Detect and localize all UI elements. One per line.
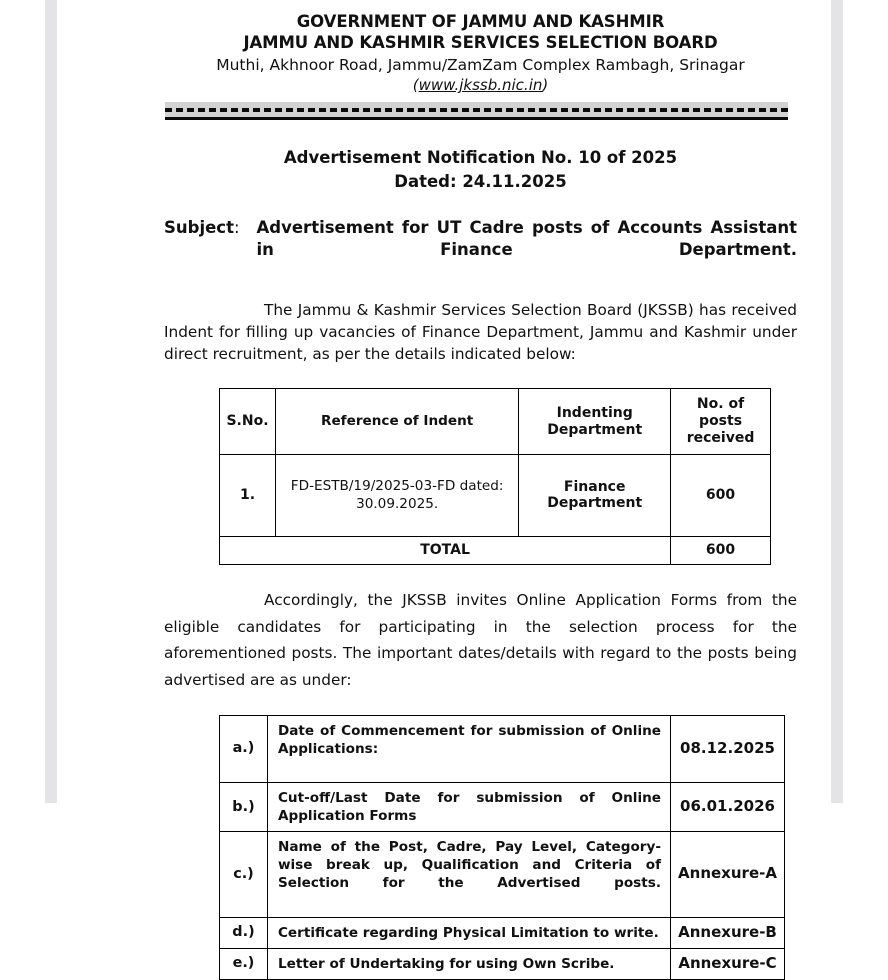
divider-solid-line [165, 117, 788, 120]
page-gutter-right [831, 0, 843, 803]
column-header-department-line2: Department [547, 421, 643, 438]
document-page [57, 0, 831, 972]
subject-label-group [164, 217, 240, 283]
total-label: TOTAL [220, 536, 671, 564]
dates-table [219, 715, 785, 980]
board-website-link[interactable]: www.jkssb.nic.in [418, 76, 543, 95]
cell-reference: FD-ESTB/19/2025-03-FD dated: 30.09.2025. [275, 454, 518, 536]
table-header-row [220, 389, 771, 454]
document-content [164, 0, 797, 980]
government-title: GOVERNMENT OF JAMMU AND KASHMIR [296, 12, 665, 31]
notification-date: Dated: 24.11.2025 [394, 172, 567, 192]
cell-key: c.) [220, 832, 268, 917]
cell-description [267, 832, 670, 917]
table-row [220, 454, 771, 536]
cell-description-text: Name of the Post, Cadre, Pay Level, Category-wise break up, Qualification and Criteria of Selection for the Advertised posts. [277, 839, 662, 892]
cell-value: 08.12.2025 [671, 715, 785, 782]
cell-description-text: Certificate regarding Physical Limitation to write. [277, 924, 659, 941]
indent-table-wrapper [164, 388, 797, 564]
cell-description [267, 715, 670, 782]
page-gutter-left [45, 0, 57, 803]
board-address: Muthi, Akhnoor Road, Jammu/ZamZam Complex Rambagh, Srinagar [216, 56, 745, 75]
accordingly-paragraph-text: Accordingly, the JKSSB invites Online Application Forms from the eligible candidates for participating in the selection process for the aforementioned posts. The important dates/details with regard to the posts being advertised are as under: [164, 590, 797, 690]
board-website-line [164, 75, 797, 96]
table-row [220, 948, 785, 979]
cell-description-text: Date of Commencement for submission of Online Applications: [277, 722, 662, 757]
board-title: JAMMU AND KASHMIR SERVICES SELECTION BOARD [243, 33, 718, 53]
column-header-department-line1: Indenting [556, 404, 633, 421]
table-row [220, 715, 785, 782]
table-total-row [220, 536, 771, 564]
cell-description [267, 917, 670, 948]
subject-label: Subject [164, 218, 234, 238]
cell-key: a.) [220, 715, 268, 782]
table-row [220, 783, 785, 832]
subject-text: Advertisement for UT Cadre posts of Accounts Assistant in Finance Department. [256, 218, 797, 260]
cell-sno: 1. [220, 454, 276, 536]
accordingly-paragraph [164, 565, 797, 694]
cell-description [267, 783, 670, 832]
intro-paragraph [164, 283, 797, 365]
column-header-department [519, 389, 671, 454]
cell-description [267, 948, 670, 979]
subject-block [164, 193, 797, 283]
table-row [220, 832, 785, 917]
column-header-reference: Reference of Indent [275, 389, 518, 454]
cell-department: Finance Department [519, 454, 671, 536]
divider-dashed-line [165, 108, 788, 112]
indent-table [219, 388, 771, 564]
cell-description-text: Cut-off/Last Date for submission of Online Application Forms [277, 790, 662, 825]
table-row [220, 917, 785, 948]
paren-open: ( [412, 76, 419, 95]
cell-value: Annexure-C [671, 948, 785, 979]
cell-key: b.) [220, 783, 268, 832]
total-value: 600 [671, 536, 771, 564]
column-header-posts-line1: No. of posts [696, 396, 745, 430]
cell-description-text: Letter of Undertaking for using Own Scribe. [277, 955, 615, 972]
letterhead [164, 0, 797, 96]
cell-key: d.) [220, 917, 268, 948]
cell-posts: 600 [671, 454, 771, 536]
dates-table-wrapper [164, 715, 797, 980]
column-header-posts [671, 389, 771, 454]
notification-number: Advertisement Notification No. 10 of 2025 [283, 147, 678, 167]
cell-value: Annexure-A [671, 832, 785, 917]
cell-value: Annexure-B [671, 917, 785, 948]
paren-close: ) [542, 76, 549, 95]
column-header-posts-line2: received [686, 429, 755, 446]
intro-paragraph-text: The Jammu & Kashmir Services Selection Board (JKSSB) has received Indent for filling up vacancies of Finance Department, Jammu and Kashmir under direct recruitment, as per the details indicated below: [164, 301, 797, 363]
header-divider-rule [165, 102, 788, 120]
subject-colon: : [233, 218, 240, 238]
cell-value: 06.01.2026 [671, 783, 785, 832]
cell-key: e.) [220, 948, 268, 979]
column-header-sno: S.No. [220, 389, 276, 454]
